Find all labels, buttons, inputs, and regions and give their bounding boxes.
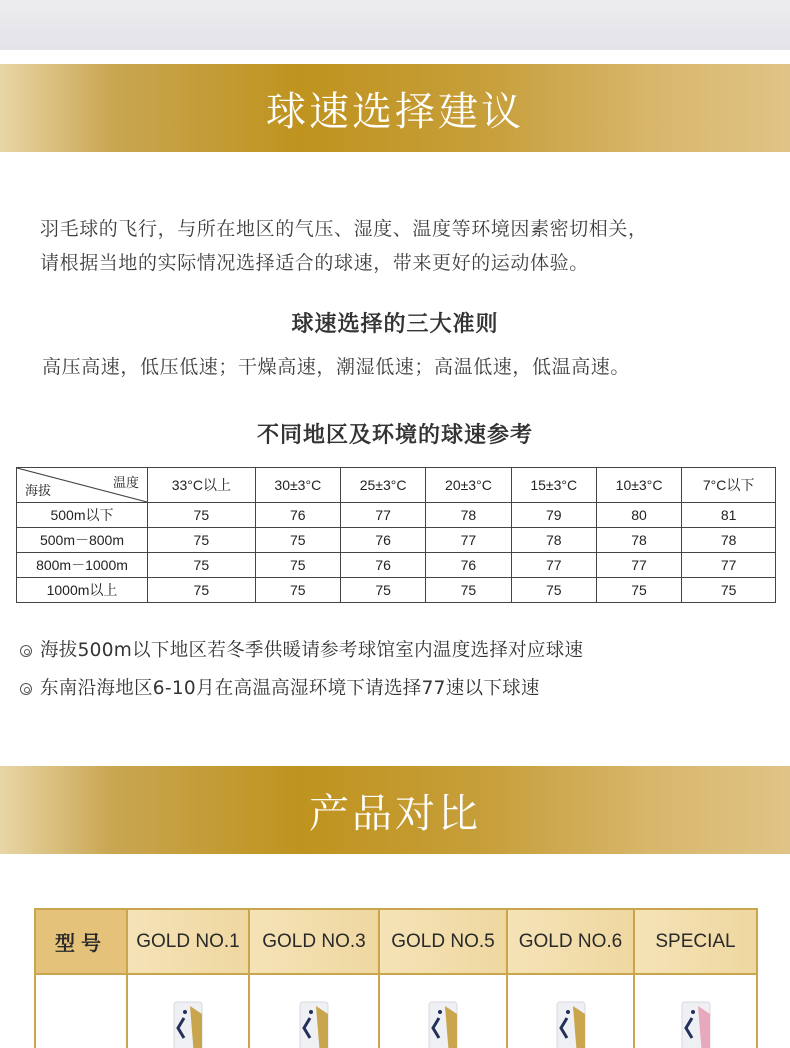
product-image-cell (635, 975, 756, 1048)
table-cell: 76 (340, 553, 425, 578)
speed-section-banner (0, 64, 790, 152)
column-header: 30±3°C (255, 468, 340, 503)
table-cell: 80 (596, 503, 681, 528)
column-header: 10±3°C (596, 468, 681, 503)
circle-bullet-icon (20, 683, 32, 695)
column-header: 7°C以下 (682, 468, 776, 503)
note-item (20, 670, 760, 708)
product-name: SPECIAL (635, 910, 756, 973)
compare-section-banner (0, 766, 790, 854)
table-cell: 77 (682, 553, 776, 578)
table-cell: 76 (426, 553, 511, 578)
table-cell: 76 (255, 503, 340, 528)
table-cell: 75 (255, 528, 340, 553)
table-cell: 75 (148, 503, 256, 528)
shuttlecock-tube-image (678, 1000, 714, 1048)
corner-label-temperature: 温度 (112, 475, 139, 490)
intro-line: 请根据当地的实际情况选择适合的球速，带来更好的运动体验。 (40, 252, 589, 274)
table-cell: 75 (148, 528, 256, 553)
table-heading: 不同地区及环境的球速参考 (256, 423, 533, 448)
product-image-cell (250, 975, 380, 1048)
corner-label-altitude: 海拔 (25, 483, 52, 498)
note-item (20, 632, 760, 670)
table-cell: 77 (596, 553, 681, 578)
table-row (17, 503, 776, 528)
product-image-cell (128, 975, 250, 1048)
table-cell: 77 (426, 528, 511, 553)
row-label: 500m－800m (17, 528, 148, 553)
product-name: GOLD NO.1 (128, 910, 250, 973)
table-cell: 76 (340, 528, 425, 553)
product-image-cell (508, 975, 635, 1048)
product-name: GOLD NO.3 (250, 910, 380, 973)
table-header-row (17, 468, 776, 503)
column-header: 20±3°C (426, 468, 511, 503)
circle-bullet-icon (20, 645, 32, 657)
speed-reference-table (16, 467, 776, 603)
principles-heading: 球速选择的三大准则 (291, 312, 499, 337)
table-cell: 75 (511, 578, 596, 603)
intro-line: 羽毛球的飞行，与所在地区的气压、湿度、温度等环境因素密切相关， (40, 218, 648, 240)
row-label: 1000m以上 (17, 578, 148, 603)
note-text: 东南沿海地区6-10月在高温高湿环境下请选择77速以下球速 (40, 678, 540, 699)
row-label: 500m以下 (17, 503, 148, 528)
table-cell: 78 (426, 503, 511, 528)
table-cell: 75 (255, 578, 340, 603)
table-row (17, 578, 776, 603)
intro-paragraph (40, 212, 760, 280)
model-label: 型号 (36, 910, 128, 973)
product-name: GOLD NO.5 (380, 910, 508, 973)
table-cell: 75 (682, 578, 776, 603)
column-header: 33°C以上 (148, 468, 256, 503)
shuttlecock-tube-image (296, 1000, 332, 1048)
column-header: 25±3°C (340, 468, 425, 503)
note-text: 海拔500m以下地区若冬季供暖请参考球馆室内温度选择对应球速 (40, 640, 584, 661)
table-cell: 75 (340, 578, 425, 603)
table-cell: 75 (148, 578, 256, 603)
product-compare-table (34, 908, 758, 1048)
row-label: 800m－1000m (17, 553, 148, 578)
table-cell: 77 (511, 553, 596, 578)
table-cell: 81 (682, 503, 776, 528)
compare-section-title: 产品对比 (309, 790, 481, 837)
compare-image-row (36, 975, 756, 1048)
table-cell: 75 (596, 578, 681, 603)
speed-section-title: 球速选择建议 (266, 88, 524, 135)
shuttlecock-tube-image (425, 1000, 461, 1048)
table-cell: 75 (148, 553, 256, 578)
table-cell: 78 (682, 528, 776, 553)
table-row (17, 553, 776, 578)
table-row (17, 528, 776, 553)
product-name: GOLD NO.6 (508, 910, 635, 973)
table-corner-cell (17, 468, 148, 503)
table-cell: 78 (511, 528, 596, 553)
principles-text: 高压高速，低压低速；干燥高速，潮湿低速；高温低速，低温高速。 (42, 356, 631, 378)
product-image-cell (380, 975, 508, 1048)
compare-header-row (36, 910, 756, 975)
table-cell: 79 (511, 503, 596, 528)
table-cell: 75 (255, 553, 340, 578)
empty-cell (36, 975, 128, 1048)
shuttlecock-tube-image (170, 1000, 206, 1048)
top-image-strip (0, 0, 790, 50)
table-cell: 75 (426, 578, 511, 603)
shuttlecock-tube-image (553, 1000, 589, 1048)
column-header: 15±3°C (511, 468, 596, 503)
table-cell: 78 (596, 528, 681, 553)
notes-list (20, 632, 760, 708)
table-cell: 77 (340, 503, 425, 528)
